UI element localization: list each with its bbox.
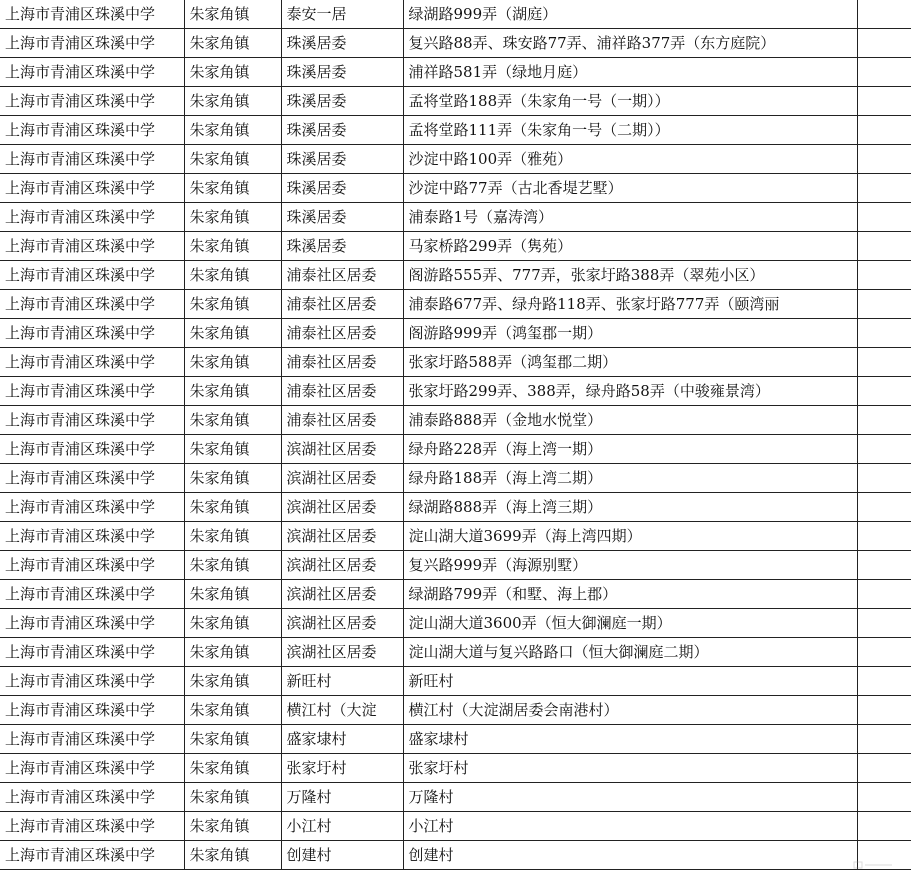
empty-cell: [857, 203, 911, 232]
table-row: [0, 522, 911, 551]
address-cell: 淀山湖大道3699弄（海上湾四期）: [403, 522, 857, 551]
committee-cell: 浦泰社区居委: [281, 319, 403, 348]
town-cell: 朱家角镇: [184, 116, 281, 145]
empty-cell: [857, 522, 911, 551]
address-cell: 张家圩路299弄、388弄，绿舟路58弄（中骏雍景湾）: [403, 377, 857, 406]
committee-cell: 滨湖社区居委: [281, 551, 403, 580]
address-cell: 创建村: [403, 841, 857, 870]
school-cell: 上海市青浦区珠溪中学: [0, 406, 184, 435]
table-row: [0, 290, 911, 319]
empty-cell: [857, 261, 911, 290]
committee-cell: 滨湖社区居委: [281, 638, 403, 667]
town-cell: 朱家角镇: [184, 406, 281, 435]
school-cell: 上海市青浦区珠溪中学: [0, 435, 184, 464]
school-cell: 上海市青浦区珠溪中学: [0, 232, 184, 261]
empty-cell: [857, 812, 911, 841]
town-cell: 朱家角镇: [184, 435, 281, 464]
town-cell: 朱家角镇: [184, 377, 281, 406]
town-cell: 朱家角镇: [184, 638, 281, 667]
empty-cell: [857, 116, 911, 145]
empty-cell: [857, 377, 911, 406]
empty-cell: [857, 290, 911, 319]
town-cell: 朱家角镇: [184, 841, 281, 870]
school-cell: 上海市青浦区珠溪中学: [0, 348, 184, 377]
town-cell: 朱家角镇: [184, 754, 281, 783]
address-cell: 绿湖路799弄（和墅、海上郡）: [403, 580, 857, 609]
address-cell: 阁游路999弄（鸿玺郡一期）: [403, 319, 857, 348]
empty-cell: [857, 667, 911, 696]
school-cell: 上海市青浦区珠溪中学: [0, 174, 184, 203]
table-row: [0, 261, 911, 290]
town-cell: 朱家角镇: [184, 551, 281, 580]
town-cell: 朱家角镇: [184, 0, 281, 29]
school-cell: 上海市青浦区珠溪中学: [0, 377, 184, 406]
table-row: [0, 377, 911, 406]
table-row: [0, 406, 911, 435]
school-cell: 上海市青浦区珠溪中学: [0, 464, 184, 493]
committee-cell: 珠溪居委: [281, 116, 403, 145]
address-cell: 小江村: [403, 812, 857, 841]
school-cell: 上海市青浦区珠溪中学: [0, 203, 184, 232]
school-cell: 上海市青浦区珠溪中学: [0, 145, 184, 174]
town-cell: 朱家角镇: [184, 290, 281, 319]
town-cell: 朱家角镇: [184, 696, 281, 725]
empty-cell: [857, 638, 911, 667]
address-cell: 张家圩村: [403, 754, 857, 783]
committee-cell: 盛家埭村: [281, 725, 403, 754]
address-cell: 新旺村: [403, 667, 857, 696]
table-row: [0, 145, 911, 174]
empty-cell: [857, 145, 911, 174]
empty-cell: [857, 435, 911, 464]
table-row: [0, 58, 911, 87]
town-cell: 朱家角镇: [184, 812, 281, 841]
address-cell: 沙淀中路100弄（雅苑）: [403, 145, 857, 174]
committee-cell: 浦泰社区居委: [281, 261, 403, 290]
school-cell: 上海市青浦区珠溪中学: [0, 580, 184, 609]
committee-cell: 珠溪居委: [281, 145, 403, 174]
school-cell: 上海市青浦区珠溪中学: [0, 319, 184, 348]
committee-cell: 浦泰社区居委: [281, 406, 403, 435]
table-row: [0, 464, 911, 493]
school-cell: 上海市青浦区珠溪中学: [0, 783, 184, 812]
school-cell: 上海市青浦区珠溪中学: [0, 261, 184, 290]
committee-cell: 珠溪居委: [281, 232, 403, 261]
school-cell: 上海市青浦区珠溪中学: [0, 522, 184, 551]
school-cell: 上海市青浦区珠溪中学: [0, 609, 184, 638]
town-cell: 朱家角镇: [184, 319, 281, 348]
school-cell: 上海市青浦区珠溪中学: [0, 87, 184, 116]
town-cell: 朱家角镇: [184, 29, 281, 58]
committee-cell: 滨湖社区居委: [281, 493, 403, 522]
town-cell: 朱家角镇: [184, 493, 281, 522]
committee-cell: 浦泰社区居委: [281, 290, 403, 319]
school-cell: 上海市青浦区珠溪中学: [0, 841, 184, 870]
committee-cell: 滨湖社区居委: [281, 464, 403, 493]
table-row: [0, 319, 911, 348]
address-cell: 淀山湖大道与复兴路路口（恒大御澜庭二期）: [403, 638, 857, 667]
address-cell: 复兴路999弄（海源别墅）: [403, 551, 857, 580]
school-cell: 上海市青浦区珠溪中学: [0, 290, 184, 319]
table-row: [0, 696, 911, 725]
empty-cell: [857, 609, 911, 638]
town-cell: 朱家角镇: [184, 609, 281, 638]
address-cell: 沙淀中路77弄（古北香堤艺墅）: [403, 174, 857, 203]
committee-cell: 创建村: [281, 841, 403, 870]
address-cell: 横江村（大淀湖居委会南港村）: [403, 696, 857, 725]
table-row: [0, 783, 911, 812]
town-cell: 朱家角镇: [184, 667, 281, 696]
table-row: [0, 87, 911, 116]
empty-cell: [857, 551, 911, 580]
committee-cell: 滨湖社区居委: [281, 580, 403, 609]
address-cell: 浦泰路677弄、绿舟路118弄、张家圩路777弄（颐湾丽: [403, 290, 857, 319]
empty-cell: [857, 493, 911, 522]
table-row: [0, 203, 911, 232]
address-cell: 孟将堂路111弄（朱家角一号（二期））: [403, 116, 857, 145]
table-row: [0, 609, 911, 638]
address-cell: 浦祥路581弄（绿地月庭）: [403, 58, 857, 87]
town-cell: 朱家角镇: [184, 725, 281, 754]
empty-cell: [857, 232, 911, 261]
table-row: [0, 551, 911, 580]
committee-cell: 滨湖社区居委: [281, 522, 403, 551]
address-cell: 万隆村: [403, 783, 857, 812]
empty-cell: [857, 783, 911, 812]
address-cell: 绿舟路228弄（海上湾一期）: [403, 435, 857, 464]
table-row: [0, 812, 911, 841]
school-cell: 上海市青浦区珠溪中学: [0, 0, 184, 29]
table-row: [0, 725, 911, 754]
address-cell: 浦泰路888弄（金地水悦堂）: [403, 406, 857, 435]
empty-cell: [857, 87, 911, 116]
school-cell: 上海市青浦区珠溪中学: [0, 696, 184, 725]
table-row: [0, 667, 911, 696]
table-row: [0, 754, 911, 783]
table-row: [0, 232, 911, 261]
address-cell: 马家桥路299弄（隽苑）: [403, 232, 857, 261]
committee-cell: 滨湖社区居委: [281, 609, 403, 638]
town-cell: 朱家角镇: [184, 783, 281, 812]
address-cell: 复兴路88弄、珠安路77弄、浦祥路377弄（东方庭院）: [403, 29, 857, 58]
empty-cell: [857, 58, 911, 87]
table-row: [0, 580, 911, 609]
town-cell: 朱家角镇: [184, 348, 281, 377]
town-cell: 朱家角镇: [184, 174, 281, 203]
table-row: [0, 116, 911, 145]
committee-cell: 新旺村: [281, 667, 403, 696]
school-cell: 上海市青浦区珠溪中学: [0, 812, 184, 841]
table-row: [0, 638, 911, 667]
empty-cell: [857, 754, 911, 783]
committee-cell: 浦泰社区居委: [281, 377, 403, 406]
committee-cell: 泰安一居: [281, 0, 403, 29]
school-cell: 上海市青浦区珠溪中学: [0, 116, 184, 145]
school-cell: 上海市青浦区珠溪中学: [0, 58, 184, 87]
address-cell: 浦泰路1号（嘉涛湾）: [403, 203, 857, 232]
table-row: [0, 435, 911, 464]
table-row: [0, 29, 911, 58]
school-cell: 上海市青浦区珠溪中学: [0, 725, 184, 754]
committee-cell: 万隆村: [281, 783, 403, 812]
committee-cell: 珠溪居委: [281, 58, 403, 87]
town-cell: 朱家角镇: [184, 203, 281, 232]
committee-cell: 滨湖社区居委: [281, 435, 403, 464]
address-cell: 阁游路555弄、777弄，张家圩路388弄（翠苑小区）: [403, 261, 857, 290]
address-cell: 绿舟路188弄（海上湾二期）: [403, 464, 857, 493]
table-row: [0, 348, 911, 377]
town-cell: 朱家角镇: [184, 522, 281, 551]
table-row: [0, 174, 911, 203]
empty-cell: [857, 725, 911, 754]
address-cell: 盛家埭村: [403, 725, 857, 754]
empty-cell: [857, 174, 911, 203]
address-cell: 绿湖路888弄（海上湾三期）: [403, 493, 857, 522]
town-cell: 朱家角镇: [184, 58, 281, 87]
committee-cell: 横江村（大淀: [281, 696, 403, 725]
school-cell: 上海市青浦区珠溪中学: [0, 551, 184, 580]
town-cell: 朱家角镇: [184, 145, 281, 174]
school-cell: 上海市青浦区珠溪中学: [0, 667, 184, 696]
town-cell: 朱家角镇: [184, 261, 281, 290]
empty-cell: [857, 29, 911, 58]
town-cell: 朱家角镇: [184, 232, 281, 261]
empty-cell: [857, 464, 911, 493]
empty-cell: [857, 0, 911, 29]
empty-cell: [857, 319, 911, 348]
empty-cell: [857, 580, 911, 609]
school-cell: 上海市青浦区珠溪中学: [0, 29, 184, 58]
address-cell: 张家圩路588弄（鸿玺郡二期）: [403, 348, 857, 377]
table-row: [0, 493, 911, 522]
table-row: [0, 841, 911, 870]
town-cell: 朱家角镇: [184, 464, 281, 493]
empty-cell: [857, 696, 911, 725]
committee-cell: 张家圩村: [281, 754, 403, 783]
school-cell: 上海市青浦区珠溪中学: [0, 493, 184, 522]
table-row: [0, 0, 911, 29]
committee-cell: 浦泰社区居委: [281, 348, 403, 377]
school-cell: 上海市青浦区珠溪中学: [0, 638, 184, 667]
committee-cell: 珠溪居委: [281, 203, 403, 232]
committee-cell: 珠溪居委: [281, 29, 403, 58]
committee-cell: 珠溪居委: [281, 87, 403, 116]
watermark-icon: [853, 859, 893, 871]
empty-cell: [857, 406, 911, 435]
town-cell: 朱家角镇: [184, 580, 281, 609]
address-cell: 绿湖路999弄（湖庭）: [403, 0, 857, 29]
committee-cell: 珠溪居委: [281, 174, 403, 203]
school-cell: 上海市青浦区珠溪中学: [0, 754, 184, 783]
address-cell: 淀山湖大道3600弄（恒大御澜庭一期）: [403, 609, 857, 638]
town-cell: 朱家角镇: [184, 87, 281, 116]
committee-cell: 小江村: [281, 812, 403, 841]
address-cell: 孟将堂路188弄（朱家角一号（一期））: [403, 87, 857, 116]
empty-cell: [857, 348, 911, 377]
